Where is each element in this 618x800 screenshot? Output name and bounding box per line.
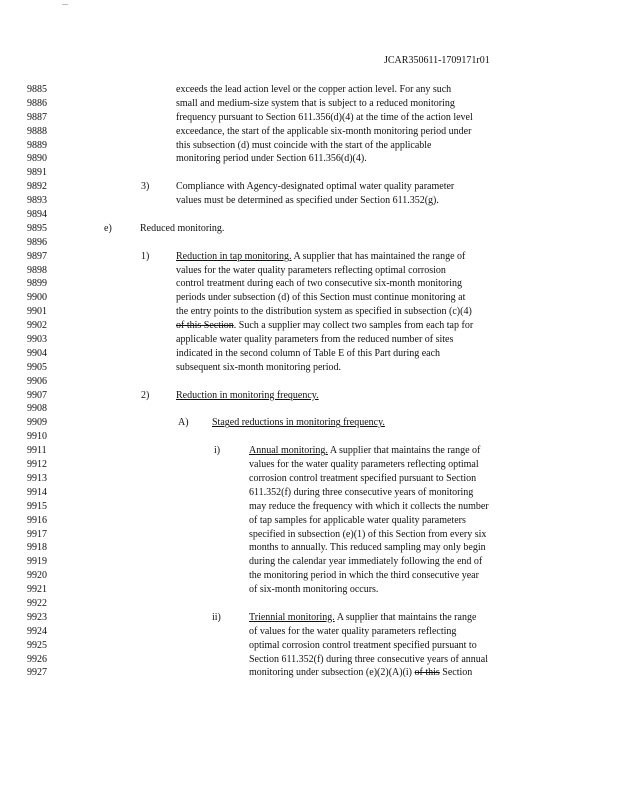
text-line: values for the water quality parameters reflecting optimal corrosion <box>176 264 446 276</box>
line-number: 9927 <box>27 667 47 679</box>
text-line: small and medium-size system that is subject to a reduced monitoring <box>176 97 455 109</box>
text-line: values for the water quality parameters reflecting optimal <box>249 459 479 471</box>
line-number: 9916 <box>27 514 47 526</box>
text-line: this subsection (d) must coincide with the start of the applicable <box>176 139 432 151</box>
item-label: 1) <box>141 250 150 262</box>
item-heading: Annual monitoring. <box>249 445 328 457</box>
line-number: 9921 <box>27 584 47 596</box>
line-number: 9919 <box>27 556 47 568</box>
line-number: 9914 <box>27 486 47 498</box>
line-number: 9886 <box>27 97 47 109</box>
text-line: control treatment during each of two consecutive six-month monitoring <box>176 278 463 290</box>
line-number: 9897 <box>27 250 47 262</box>
text-line: monitoring under subsection (e)(2)(A)(i) of this Section <box>249 667 473 679</box>
line-number: 9890 <box>27 153 47 165</box>
line-number: 9913 <box>27 472 47 484</box>
text-line: indicated in the second column of Table E of this Part during each <box>176 347 441 359</box>
text-line: values must be determined as specified under Section 611.352(g). <box>176 195 439 207</box>
text-line: monitoring period under Section 611.356(d)(4). <box>176 153 367 165</box>
item-eii: ii) Triennial monitoring. A supplier that maintains the range <box>212 611 477 623</box>
line-number: 9904 <box>27 347 47 359</box>
line-number: 9905 <box>27 361 47 373</box>
line-number: 9909 <box>27 417 47 429</box>
line-number: 9887 <box>27 111 47 123</box>
text-line: applicable water quality parameters from the reduced number of sites <box>176 334 454 346</box>
item-label: A) <box>178 417 189 429</box>
line-number: 9898 <box>27 264 47 276</box>
text-line: of tap samples for applicable water quality parameters <box>249 514 466 526</box>
line-number: 9892 <box>27 181 47 193</box>
line-number: 9907 <box>27 389 47 401</box>
text-line: may reduce the frequency with which it collects the number <box>249 500 489 512</box>
item-label: ii) <box>212 611 221 623</box>
line-number: 9911 <box>27 445 47 457</box>
struck-text: of this Section <box>176 320 234 332</box>
item-e2 <box>0 389 618 403</box>
subsection-e <box>0 222 618 236</box>
text-line: the entry points to the distribution system as specified in subsection (c)(4) <box>176 306 472 318</box>
line-number: 9910 <box>27 431 47 443</box>
text-line: exceeds the lead action level or the copper action level. For any such <box>176 84 452 95</box>
line-number: 9923 <box>27 611 47 623</box>
text-line: specified in subsection (e)(1) of this Section from every six <box>249 528 487 540</box>
document-body <box>0 83 618 680</box>
line-number: 9915 <box>27 500 47 512</box>
line-number: 9891 <box>27 167 47 179</box>
item-ei: i) Annual monitoring. A supplier that maintains the range of <box>214 445 481 457</box>
item-label: 2) <box>141 389 150 401</box>
text-line: optimal corrosion control treatment specified pursuant to <box>249 639 477 651</box>
document-id-header: JCAR350611-1709171r01 <box>384 55 490 66</box>
line-number: 9901 <box>27 306 47 318</box>
line-number: 9926 <box>27 653 47 665</box>
item-eA <box>0 416 618 430</box>
scan-artifact <box>62 4 68 7</box>
struck-text: of this <box>414 667 440 679</box>
line-number: 9920 <box>27 570 47 582</box>
line-number: 9925 <box>27 639 47 651</box>
text-line: of values for the water quality parameters reflecting <box>249 625 457 637</box>
text-line: of this Section. Such a supplier may collect two samples from each tap for <box>176 320 474 332</box>
line-number: 9903 <box>27 334 47 346</box>
text-line: periods under subsection (d) of this Section must continue monitoring at <box>176 292 466 304</box>
line-number: 9917 <box>27 528 47 540</box>
text-line: during the calendar year immediately following the end of <box>249 556 483 568</box>
text-line: Section 611.352(f) during three consecutive years of annual <box>249 653 488 665</box>
line-number: 9900 <box>27 292 47 304</box>
line-number: 9906 <box>27 375 47 387</box>
line-number: 9888 <box>27 125 47 137</box>
line-number: 9896 <box>27 236 47 248</box>
line-number: 9922 <box>27 597 47 609</box>
item-label: 3) <box>141 181 150 193</box>
line-number: 9895 <box>27 222 47 234</box>
text-line: the monitoring period in which the third consecutive year <box>249 570 479 582</box>
text-line: subsequent six-month monitoring period. <box>176 361 341 373</box>
line-number: 9899 <box>27 278 47 290</box>
line-number: 9889 <box>27 139 47 151</box>
text-line: of six-month monitoring occurs. <box>249 584 379 596</box>
line-number: 9912 <box>27 459 47 471</box>
item-heading: Reduction in monitoring frequency. <box>176 389 319 401</box>
item-heading: Triennial monitoring. <box>249 611 335 623</box>
item-heading: Staged reductions in monitoring frequency. <box>212 417 385 429</box>
subsection-label: e) <box>104 222 112 234</box>
line-number: 9918 <box>27 542 47 554</box>
subsection-title: Reduced monitoring. <box>140 222 225 234</box>
text-line: exceedance, the start of the applicable six-month monitoring period under <box>176 125 472 137</box>
text-line: corrosion control treatment specified pursuant to Section <box>249 472 477 484</box>
line-number: 9894 <box>27 209 47 221</box>
line-number: 9924 <box>27 625 47 637</box>
line-number: 9908 <box>27 403 47 415</box>
line-number: 9893 <box>27 195 47 207</box>
text-line: 611.352(f) during three consecutive years of monitoring <box>249 486 474 498</box>
line-number: 9885 <box>27 84 47 95</box>
text-line: frequency pursuant to Section 611.356(d)(4) at the time of the action level <box>176 111 473 123</box>
item-3: 3) Compliance with Agency-designated optimal water quality parameter <box>141 181 455 193</box>
item-heading: Reduction in tap monitoring. <box>176 250 292 262</box>
line-number: 9902 <box>27 320 47 332</box>
text-line: months to annually. This reduced sampling may only begin <box>249 542 486 554</box>
item-label: i) <box>214 445 221 457</box>
item-e1: 1) Reduction in tap monitoring. A supplier that has maintained the range of <box>141 250 466 262</box>
